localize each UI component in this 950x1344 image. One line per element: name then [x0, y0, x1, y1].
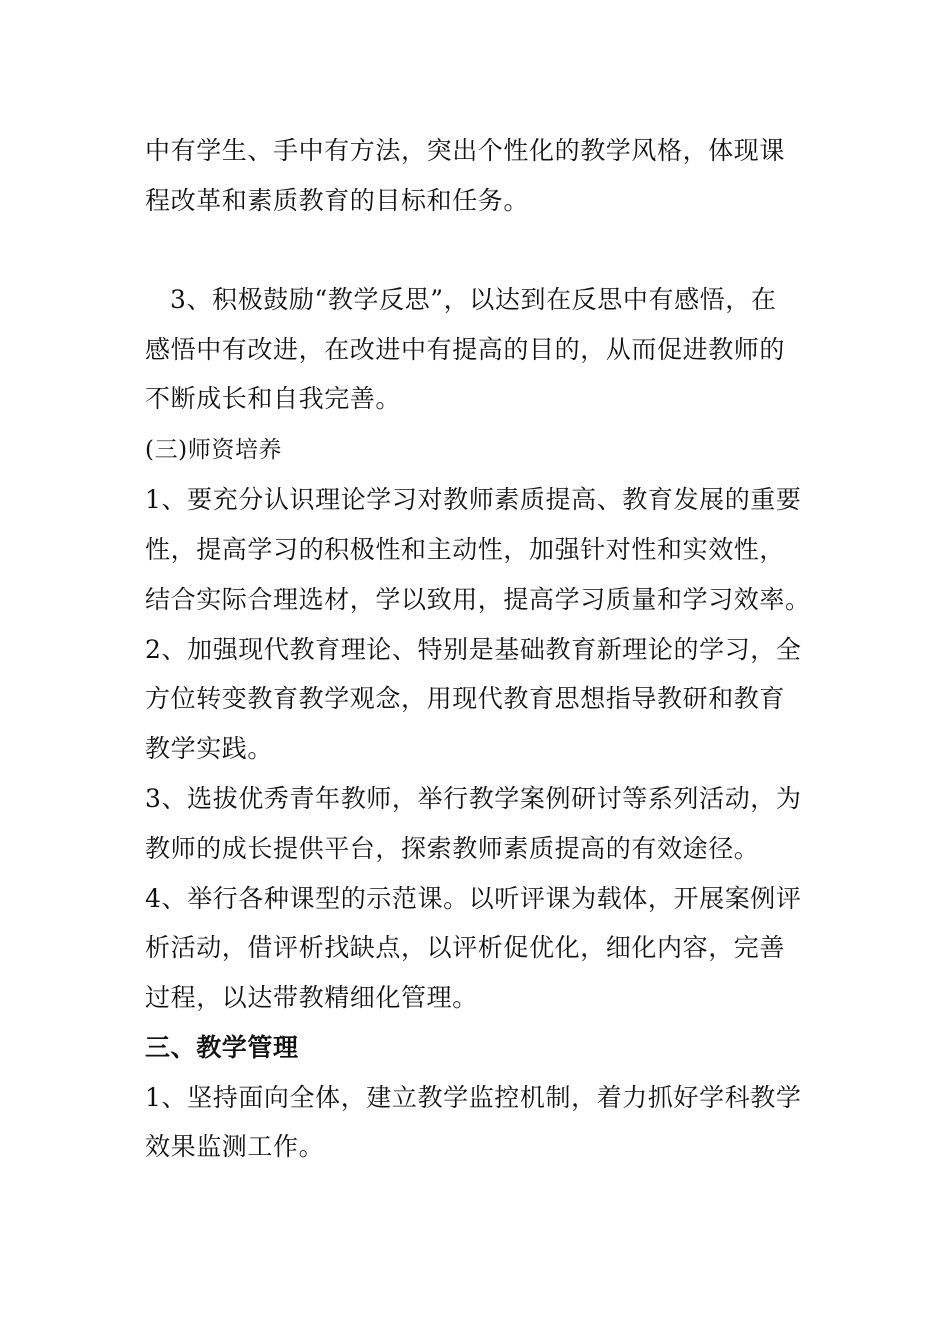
list-item-line: 结合实际合理选材，学以致用，提高学习质量和学习效率。	[145, 585, 811, 614]
list-item-line: 不断成长和自我完善。	[145, 384, 402, 413]
list-item-line: 析活动，借评析找缺点，以评析促优化，细化内容，完善	[145, 933, 786, 962]
list-item-line: 过程，以达带教精细化管理。	[145, 983, 478, 1012]
list-item-line: 4、举行各种课型的示范课。以听评课为载体，开展案例评	[145, 884, 802, 913]
paragraph-line: 程改革和素质教育的目标和任务。	[145, 186, 530, 215]
list-item-line: 3、选拔优秀青年教师，举行教学案例研讨等系列活动，为	[145, 784, 802, 813]
list-item-line: 1、要充分认识理论学习对教师素质提高、教育发展的重要	[145, 485, 802, 514]
paragraph-line: 中有学生、手中有方法，突出个性化的教学风格，体现课	[145, 136, 786, 165]
list-item-line: 性，提高学习的积极性和主动性，加强针对性和实效性，	[145, 535, 786, 564]
list-item-line: 教师的成长提供平台，探索教师素质提高的有效途径。	[145, 834, 760, 863]
section-subtitle: (三)师资培养	[145, 437, 283, 463]
list-item-line: 方位转变教育教学观念，用现代教育思想指导教研和教育	[145, 684, 786, 713]
list-item-line: 2、加强现代教育理论、特别是基础教育新理论的学习，全	[145, 635, 802, 664]
list-item-line: 教学实践。	[145, 734, 274, 763]
list-item-line: 3、积极鼓励“教学反思”，以达到在反思中有感悟，在	[170, 285, 777, 314]
section-heading: 三、教学管理	[145, 1033, 299, 1062]
list-item-line: 感悟中有改进，在改进中有提高的目的，从而促进教师的	[145, 335, 786, 364]
list-item-line: 1、坚持面向全体，建立教学监控机制，着力抓好学科教学	[145, 1083, 802, 1112]
list-item-line: 效果监测工作。	[145, 1132, 325, 1161]
